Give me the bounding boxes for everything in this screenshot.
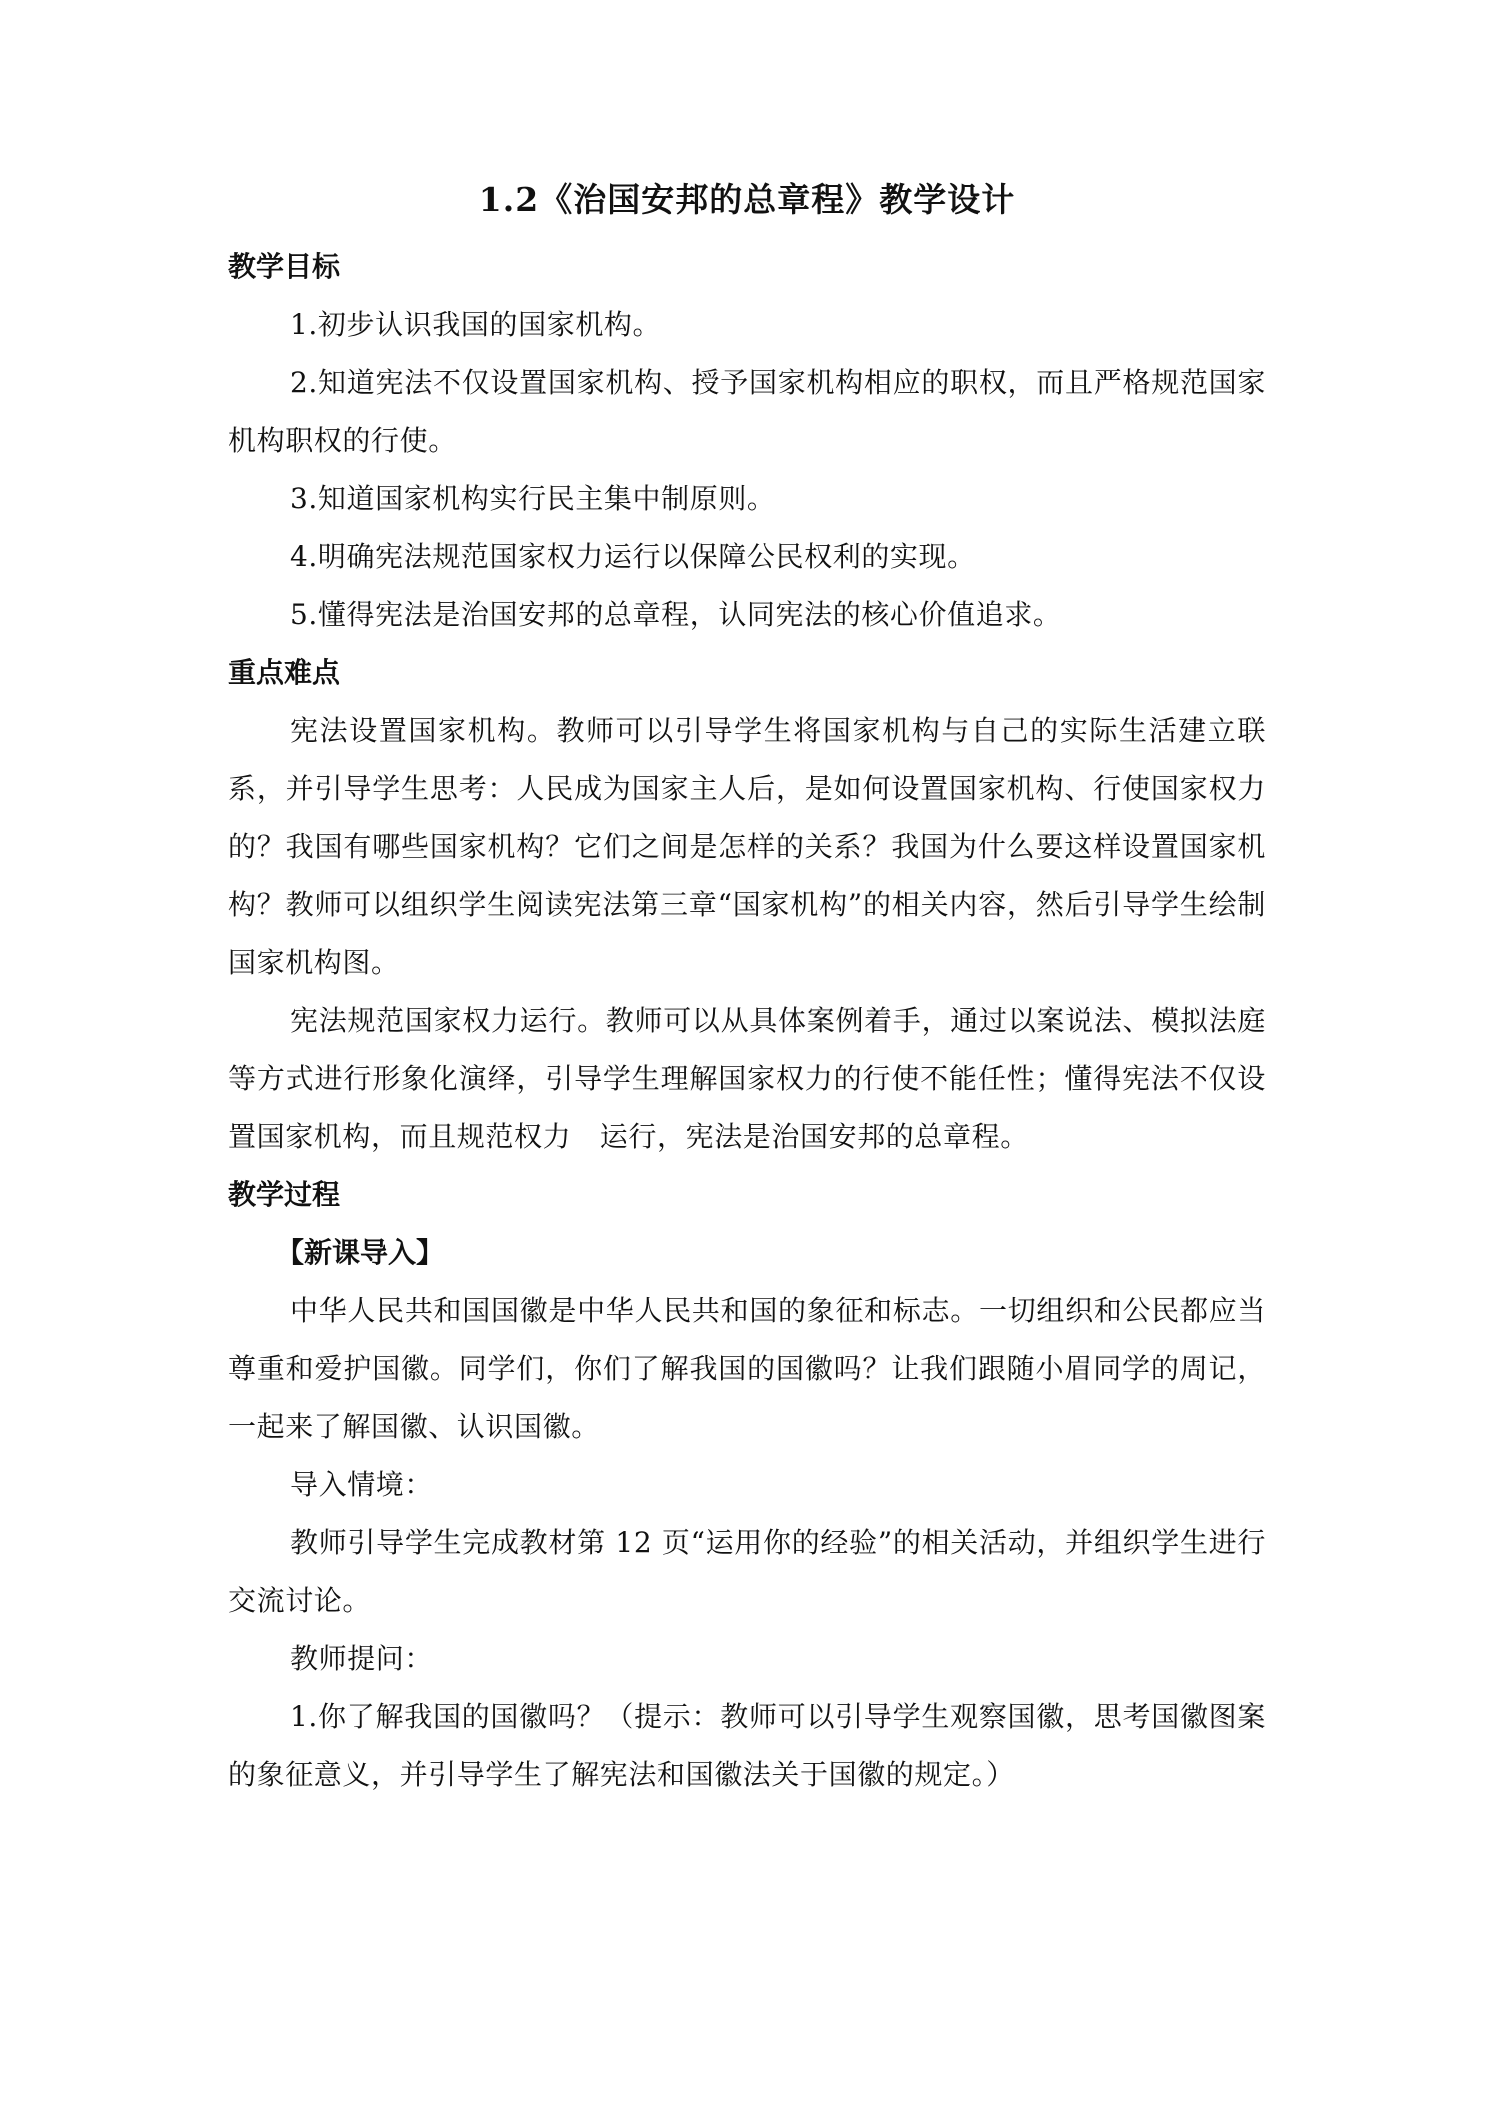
intro-subheading: 【新课导入】 (276, 1236, 445, 1269)
process-heading: 教学过程 (228, 1178, 341, 1211)
process-paragraph: 教师引导学生完成教材第 12 页“运用你的经验”的相关活动，并组织学生进行交流讨论。 (228, 1526, 1266, 1617)
process-paragraph: 1.你了解我国的国徽吗？（提示：教师可以引导学生观察国徽，思考国徽图案的象征意义，并引导学生了解宪法和国徽法关于国徽的规定。） (228, 1700, 1266, 1791)
objectives-heading: 教学目标 (228, 250, 341, 283)
process-paragraph: 导入情境： (290, 1468, 434, 1501)
keypoints-heading: 重点难点 (228, 656, 341, 689)
process-paragraph: 中华人民共和国国徽是中华人民共和国的象征和标志。一切组织和公民都应当尊重和爱护国徽。同学们，你们了解我国的国徽吗？让我们跟随小眉同学的周记，一起来了解国徽、认识国徽。 (228, 1294, 1266, 1443)
objective-item: 1.初步认识我国的国家机构。 (290, 308, 662, 341)
document-title: 1.2《治国安邦的总章程》教学设计 (478, 180, 1016, 219)
objective-item: 5.懂得宪法是治国安邦的总章程，认同宪法的核心价值追求。 (290, 598, 1062, 631)
document-page (228, 170, 1266, 1804)
objective-item: 2.知道宪法不仅设置国家机构、授予国家机构相应的职权，而且严格规范国家机构职权的行使。 (228, 366, 1266, 457)
keypoint-paragraph: 宪法规范国家权力运行。教师可以从具体案例着手，通过以案说法、模拟法庭等方式进行形象化演绎，引导学生理解国家权力的行使不能任性；懂得宪法不仅设置国家机构，而且规范权力 运行，宪法是治国安邦的总章程。 (228, 1004, 1266, 1153)
keypoint-paragraph: 宪法设置国家机构。教师可以引导学生将国家机构与自己的实际生活建立联系，并引导学生思考：人民成为国家主人后，是如何设置国家机构、行使国家权力的？我国有哪些国家机构？它们之间是怎样的关系？我国为什么要这样设置国家机构？教师可以组织学生阅读宪法第三章“国家机构”的相关内容，然后引导学生绘制国家机构图。 (228, 714, 1266, 979)
process-paragraph: 教师提问： (290, 1642, 434, 1675)
objective-item: 3.知道国家机构实行民主集中制原则。 (290, 482, 776, 515)
objective-item: 4.明确宪法规范国家权力运行以保障公民权利的实现。 (290, 540, 976, 573)
